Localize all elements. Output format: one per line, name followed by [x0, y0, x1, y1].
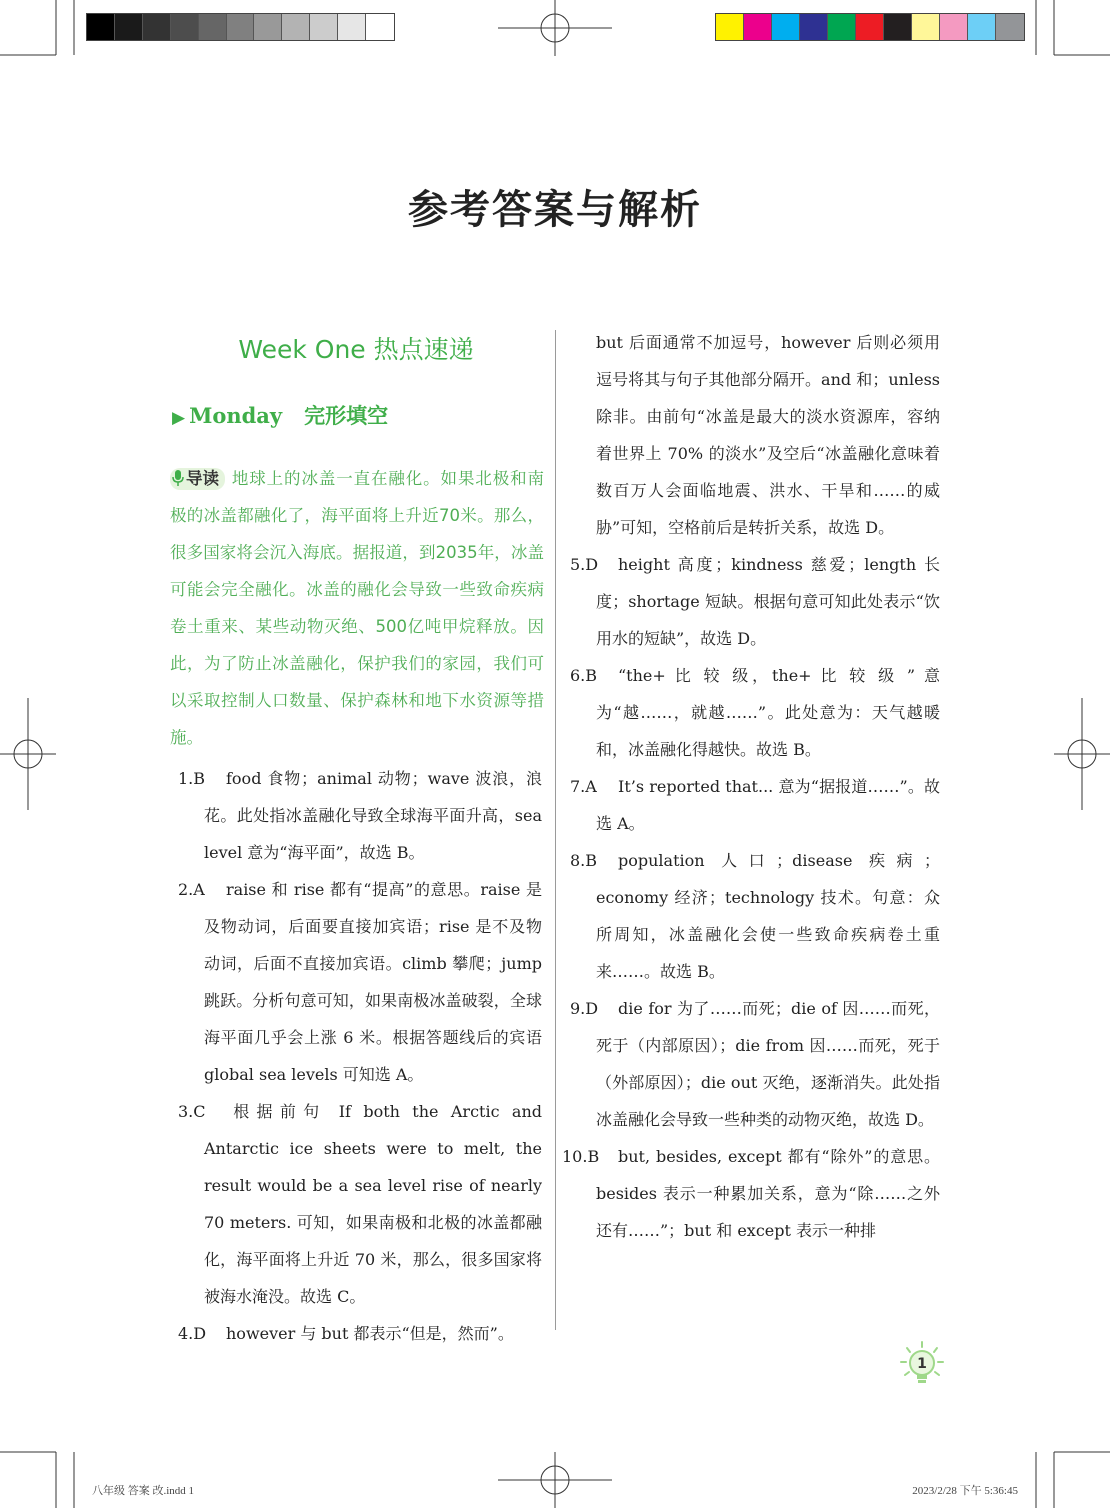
intro-badge [170, 468, 225, 490]
right-answer-column [562, 324, 940, 1249]
footer-timestamp: 2023/2/28 下午 5:36:45 [912, 1485, 1018, 1497]
answer-item: 7.A It’s reported that... 意为“据报道……”。故选 A。 [570, 777, 940, 833]
continued-explanation: but 后面通常不加逗号，however 后则必须用逗号将其与句子其他部分隔开。and 和；unless 除非。由前句“冰盖是最大的淡水资源库，容纳着世界上 70% 的淡水”及空后“冰盖融化意味着数百万人会面临地震、洪水、干旱和……的威胁”可知，空格前后是转折关系，故选 D。 [596, 333, 940, 537]
registration-target-top [498, 0, 612, 56]
microphone-icon [172, 470, 184, 486]
answer-item: 5.D height 高度；kindness 慈爱；length 长度；shortage 短缺。根据句意可知此处表示“饮用水的短缺”，故选 D。 [570, 555, 940, 648]
answer-item: 9.D die for 为了……而死；die of 因……而死，死于（内部原因）；die from 因……而死，死于（外部原因）；die out 灭绝，逐渐消失。此处指冰盖融化会导致一些种类的动物灭绝，故选 D。 [570, 999, 940, 1129]
answer-item: 8.B population 人口；disease 疾病；economy 经济；technology 技术。句意：众所周知，冰盖融化会使一些致命疾病卷土重来……。故选 B。 [570, 851, 940, 981]
day-topic: 完形填空 [304, 403, 389, 428]
column-divider [555, 330, 556, 1330]
answer-item: 2.A raise 和 rise 都有“提高”的意思。raise 是及物动词，后面要直接加宾语；rise 是不及物动词，后面不直接加宾语。climb 攀爬；jump 跳跃。分析句意可知，如果南极冰盖破裂，全球海平面几乎会上涨 6 米。根据答题线后的宾语 global sea levels 可知选 A。 [178, 880, 542, 1084]
answer-item: 3.C 根据前句 If both the Arctic and Antarctic ice sheets were to melt, the result would be a sea level rise of nearly 70 meters. 可知，如果南极和北极的冰盖都融化，海平面将上升近 70 米，那么，很多国家将被海水淹没。故选 C。 [178, 1102, 542, 1306]
day-name: Monday [189, 403, 283, 428]
left-answer-column [178, 760, 542, 1352]
section-title: Week One 热点速递 [238, 335, 474, 364]
registration-target-bottom [498, 1452, 612, 1508]
day-heading [172, 400, 388, 430]
answer-item: 1.B food 食物；animal 动物；wave 波浪，浪花。此处指冰盖融化导致全球海平面升高，sea level 意为“海平面”，故选 B。 [178, 769, 542, 862]
intro-badge-label: 导读 [186, 469, 219, 488]
page-number: 1 [917, 1356, 927, 1372]
intro-text: 地球上的冰盖一直在融化。如果北极和南极的冰盖都融化了，海平面将上升近70米。那么，很多国家将会沉入海底。据报道，到2035年，冰盖可能会完全融化。冰盖的融化会导致一些致命疾病卷土重来、某些动物灭绝、500亿吨甲烷释放。因此，为了防止冰盖融化，保护我们的家园，我们可以采取控制人口数量、保护森林和地下水资源等措施。 [170, 469, 544, 747]
footer-filename: 八年级 答案 改.indd 1 [92, 1485, 195, 1497]
answer-item: 4.D however 与 but 都表示“但是，然而”。 [178, 1324, 514, 1343]
intro-paragraph [170, 460, 544, 756]
answer-item: 6.B “the+ 比 较 级，the+ 比 较 级 ” 意 为“越……，就越……”。此处意为：天气越暖和，冰盖融化得越快。故选 B。 [570, 666, 940, 759]
page-title: 参考答案与解析 [408, 187, 702, 233]
page-number-bulb-icon [898, 1340, 946, 1392]
registration-target-right [1054, 698, 1110, 810]
registration-target-left [0, 698, 56, 810]
play-triangle-icon: ▶ [172, 408, 186, 428]
answer-item: 10.B but, besides, except 都有“除外”的意思。besides 表示一种累加关系，意为“除……之外还有……”；but 和 except 表示一种排 [562, 1147, 940, 1240]
